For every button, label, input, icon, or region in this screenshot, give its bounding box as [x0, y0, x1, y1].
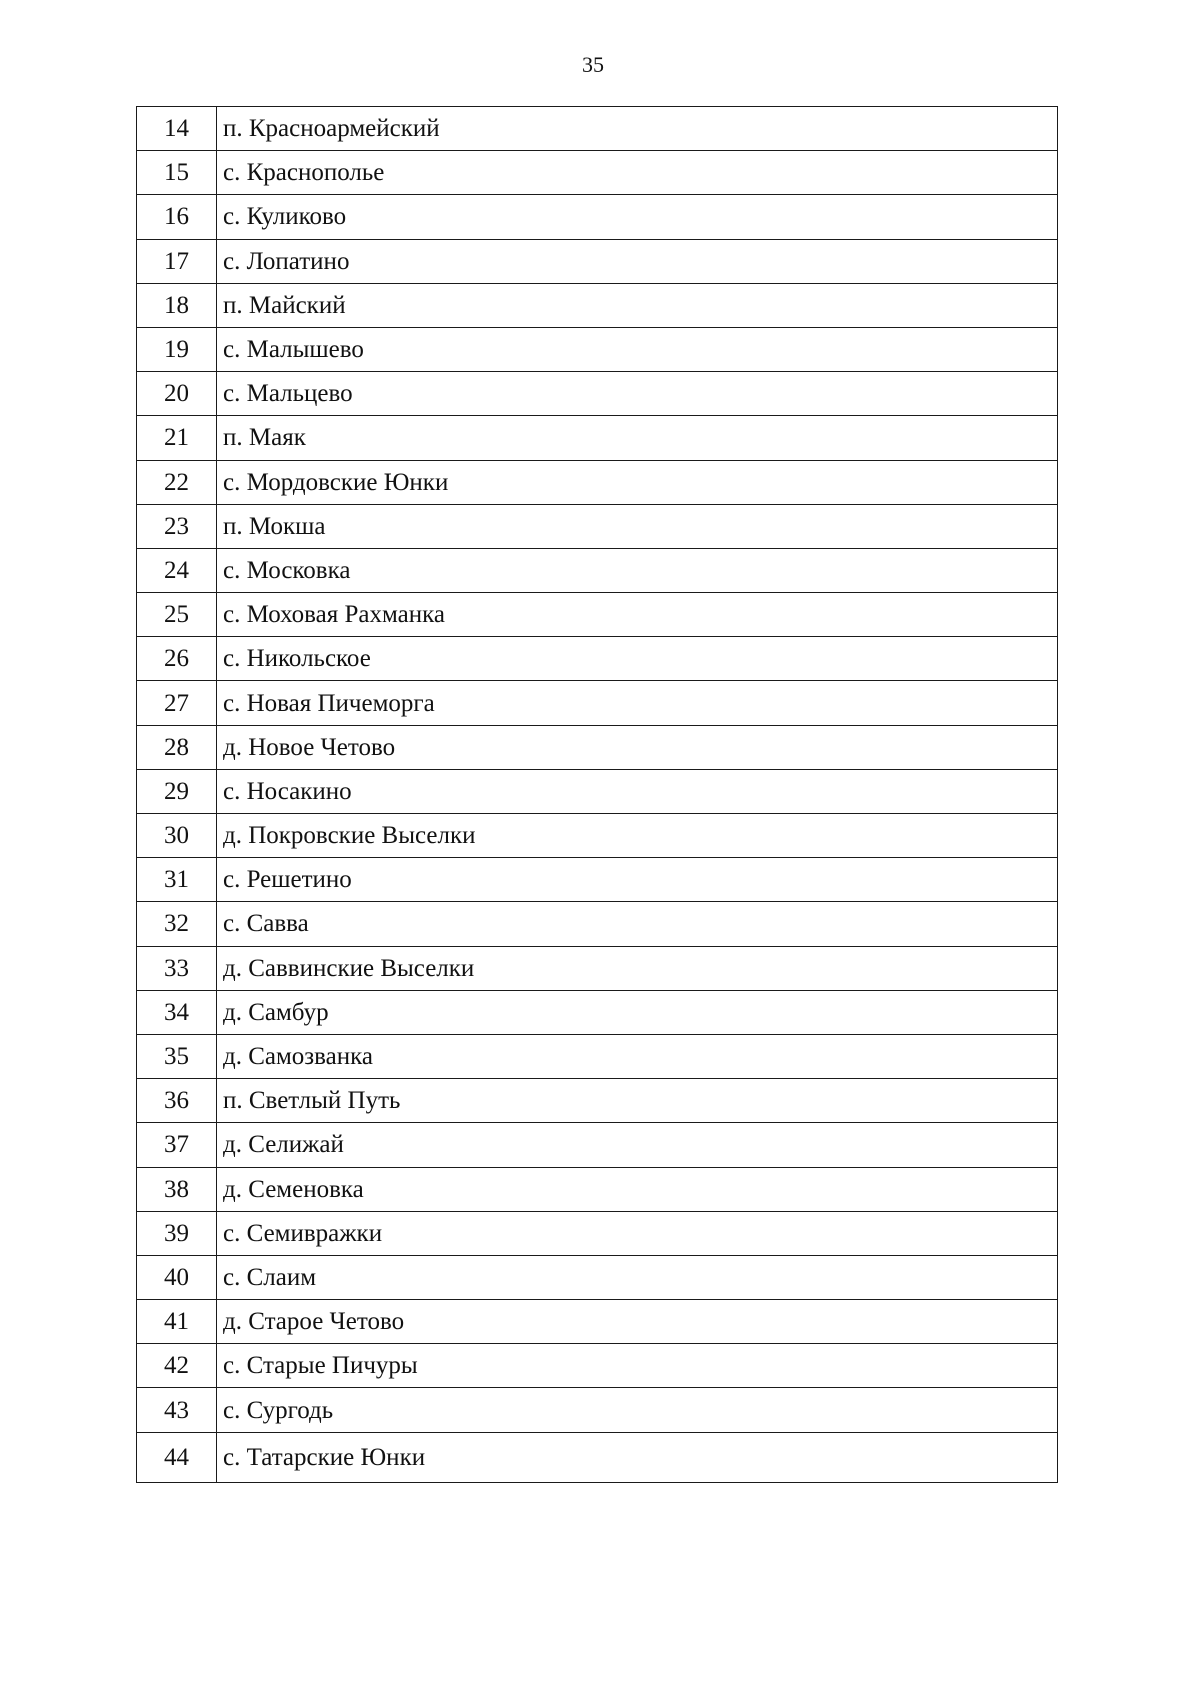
table-row [137, 239, 1058, 283]
table-row [137, 814, 1058, 858]
row-number-cell: 23 [137, 504, 217, 548]
row-number-cell: 42 [137, 1344, 217, 1388]
settlement-name-cell: д. Саввинские Выселки [217, 946, 1058, 990]
settlements-table [136, 106, 1058, 1483]
row-number-cell: 27 [137, 681, 217, 725]
row-number-cell: 36 [137, 1079, 217, 1123]
settlement-name-cell: д. Семеновка [217, 1167, 1058, 1211]
table-row [137, 1079, 1058, 1123]
table-row [137, 372, 1058, 416]
table-row [137, 990, 1058, 1034]
settlement-name-cell: с. Новая Пичеморга [217, 681, 1058, 725]
settlement-name-cell: д. Покровские Выселки [217, 814, 1058, 858]
row-number-cell: 16 [137, 195, 217, 239]
table-row [137, 1388, 1058, 1432]
row-number-cell: 15 [137, 151, 217, 195]
table-row [137, 1167, 1058, 1211]
table-row [137, 1432, 1058, 1482]
settlement-name-cell: с. Решетино [217, 858, 1058, 902]
settlement-name-cell: с. Малышево [217, 327, 1058, 371]
settlement-name-cell: п. Маяк [217, 416, 1058, 460]
row-number-cell: 17 [137, 239, 217, 283]
row-number-cell: 28 [137, 725, 217, 769]
row-number-cell: 19 [137, 327, 217, 371]
settlement-name-cell: с. Мальцево [217, 372, 1058, 416]
row-number-cell: 44 [137, 1432, 217, 1482]
page-number [0, 52, 1200, 78]
table-row [137, 681, 1058, 725]
row-number-cell: 41 [137, 1300, 217, 1344]
settlement-name-cell: с. Сургодь [217, 1388, 1058, 1432]
settlement-name-cell: с. Лопатино [217, 239, 1058, 283]
settlement-name-cell: с. Краснополье [217, 151, 1058, 195]
settlement-name-cell: д. Селижай [217, 1123, 1058, 1167]
row-number-cell: 18 [137, 283, 217, 327]
row-number-cell: 38 [137, 1167, 217, 1211]
row-number-cell: 24 [137, 548, 217, 592]
table-row [137, 769, 1058, 813]
table-row [137, 416, 1058, 460]
settlement-name-cell: п. Красноармейский [217, 107, 1058, 151]
settlement-name-cell: п. Светлый Путь [217, 1079, 1058, 1123]
table-row [137, 548, 1058, 592]
table-row [137, 593, 1058, 637]
settlement-name-cell: д. Самбур [217, 990, 1058, 1034]
table-row [137, 151, 1058, 195]
row-number-cell: 30 [137, 814, 217, 858]
row-number-cell: 37 [137, 1123, 217, 1167]
table-row [137, 460, 1058, 504]
row-number-cell: 34 [137, 990, 217, 1034]
table-row [137, 1344, 1058, 1388]
table-row [137, 1034, 1058, 1078]
row-number-cell: 21 [137, 416, 217, 460]
settlement-name-cell: с. Моховая Рахманка [217, 593, 1058, 637]
settlement-name-cell: с. Татарские Юнки [217, 1432, 1058, 1482]
row-number-cell: 32 [137, 902, 217, 946]
table-row [137, 195, 1058, 239]
table-row [137, 107, 1058, 151]
table-row [137, 902, 1058, 946]
settlement-name-cell: д. Новое Четово [217, 725, 1058, 769]
page-number-text: 35 [582, 52, 604, 77]
table-row [137, 1211, 1058, 1255]
settlement-name-cell: с. Никольское [217, 637, 1058, 681]
settlement-name-cell: с. Мордовские Юнки [217, 460, 1058, 504]
row-number-cell: 26 [137, 637, 217, 681]
table-row [137, 1123, 1058, 1167]
settlement-name-cell: д. Старое Четово [217, 1300, 1058, 1344]
settlement-name-cell: с. Носакино [217, 769, 1058, 813]
row-number-cell: 35 [137, 1034, 217, 1078]
row-number-cell: 25 [137, 593, 217, 637]
row-number-cell: 40 [137, 1255, 217, 1299]
row-number-cell: 20 [137, 372, 217, 416]
settlements-table-body [137, 107, 1058, 1483]
settlement-name-cell: с. Семивражки [217, 1211, 1058, 1255]
table-row [137, 327, 1058, 371]
settlement-name-cell: с. Куликово [217, 195, 1058, 239]
table-row [137, 1300, 1058, 1344]
settlement-name-cell: д. Самозванка [217, 1034, 1058, 1078]
table-row [137, 637, 1058, 681]
row-number-cell: 39 [137, 1211, 217, 1255]
settlement-name-cell: п. Мокша [217, 504, 1058, 548]
row-number-cell: 31 [137, 858, 217, 902]
row-number-cell: 33 [137, 946, 217, 990]
table-row [137, 858, 1058, 902]
table-row [137, 725, 1058, 769]
row-number-cell: 43 [137, 1388, 217, 1432]
row-number-cell: 22 [137, 460, 217, 504]
settlement-name-cell: с. Московка [217, 548, 1058, 592]
row-number-cell: 14 [137, 107, 217, 151]
table-row [137, 504, 1058, 548]
settlement-name-cell: с. Слаим [217, 1255, 1058, 1299]
row-number-cell: 29 [137, 769, 217, 813]
settlement-name-cell: с. Старые Пичуры [217, 1344, 1058, 1388]
table-row [137, 1255, 1058, 1299]
settlement-name-cell: с. Савва [217, 902, 1058, 946]
settlement-name-cell: п. Майский [217, 283, 1058, 327]
table-row [137, 283, 1058, 327]
table-row [137, 946, 1058, 990]
